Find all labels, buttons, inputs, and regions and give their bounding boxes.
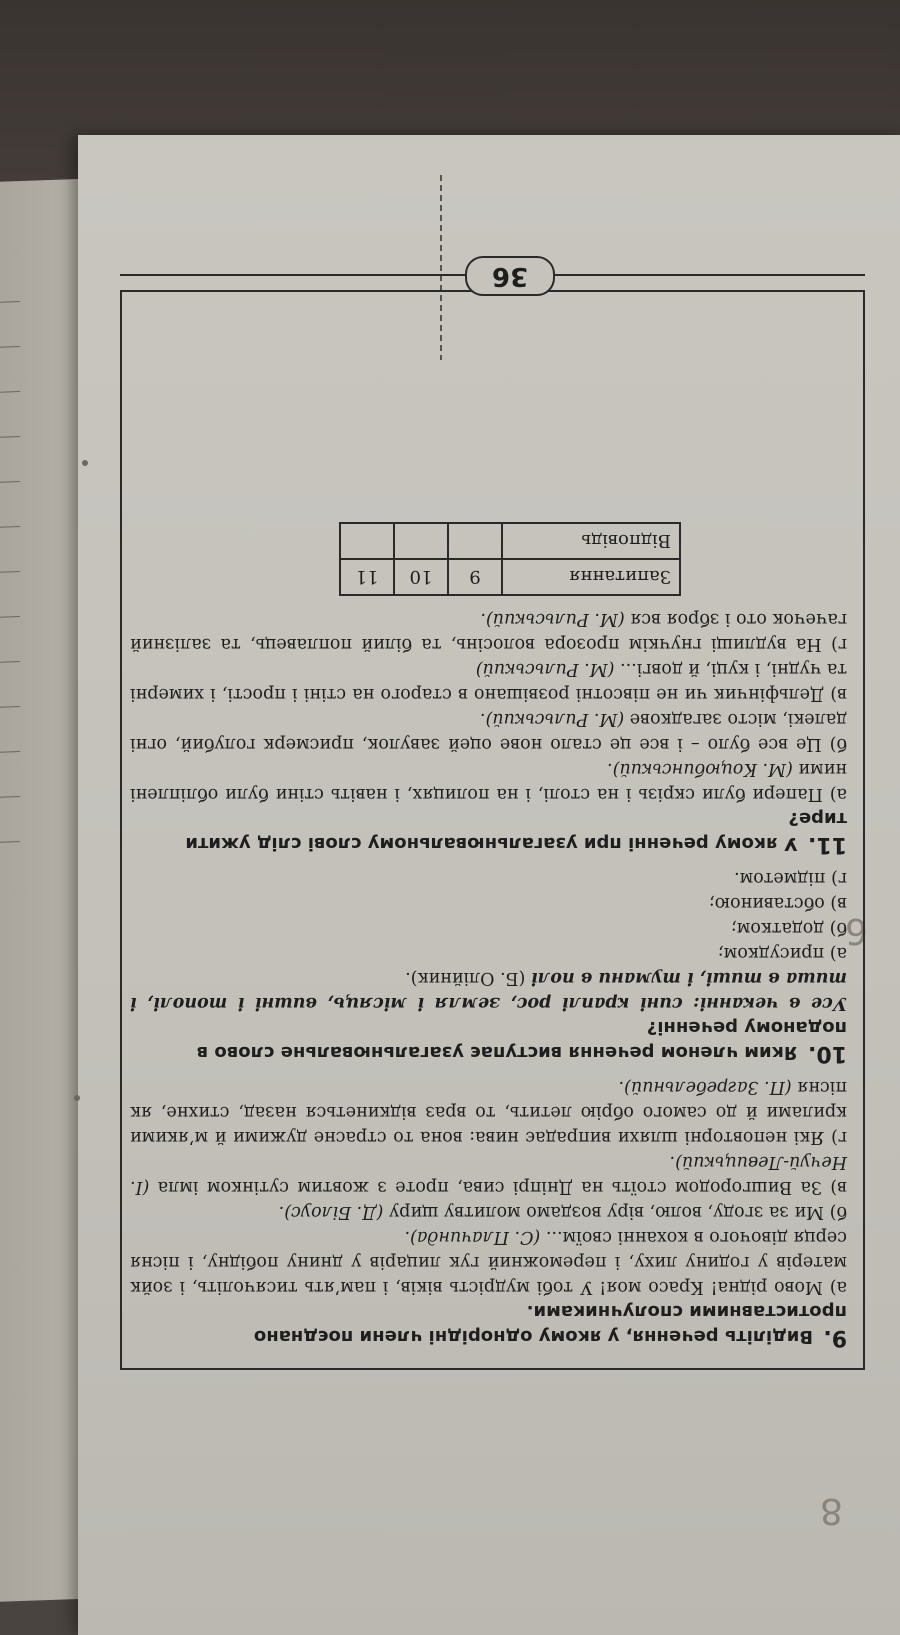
- table-header-answers: Відповідь: [502, 523, 680, 559]
- answer-option: а) присудком;: [717, 943, 847, 963]
- answer-option: г) На вудлищі гнучкім прозора волосінь, та білий поплавець, та залізний гачечок ото і зброя вся (М. Рильський).: [130, 609, 847, 654]
- answer-cell[interactable]: [394, 523, 448, 559]
- page-number: 36: [465, 256, 555, 296]
- answer-cell[interactable]: [340, 523, 394, 559]
- table-row: [340, 523, 680, 559]
- exercise-list: [130, 522, 847, 1350]
- question-10: [130, 865, 847, 1066]
- question-11: [130, 606, 847, 857]
- pencil-mark: 6: [845, 910, 868, 951]
- table-cell: 10: [394, 559, 448, 595]
- page-content-rotated: [120, 261, 865, 1370]
- table-cell: 11: [340, 559, 394, 595]
- answer-option: г) підметом.: [734, 868, 847, 888]
- question-title: 11. У якому реченні при узагальнювальному слові слід ужити тире?: [185, 808, 847, 857]
- answer-option: б) Ми за згоду, волю, віру воздамо молитву щиру (Д. Білоус).: [278, 1202, 847, 1222]
- answer-table: [339, 522, 681, 596]
- answer-option: а) Папери були скрізь і на столі, і на полицях, і навіть стіни були обліплені ними (М. Коцюбинський).: [130, 759, 847, 804]
- answer-option: в) обставиною;: [708, 893, 847, 913]
- question-title: 9. Виділіть речення, у якому однорідні члени поєднано протиставними сполучниками.: [253, 1301, 847, 1350]
- answer-option: в) За Вишгородом стоїть на Дніпрі сива, проте з жовтим сутінком імла (І. Нечуй-Левицький).: [130, 1152, 847, 1197]
- staple-hole: [82, 460, 88, 466]
- answer-option: в) Дельфінчик чи не півсотні розвішано в старого на стіні і прості, і химерні та чудні, і куці, й довгі... (М. Рильський): [130, 659, 847, 704]
- pencil-mark: 8: [820, 1490, 843, 1531]
- question-title: 10. Яким членом речення виступає узагальнювальне слово в поданому реченні?: [196, 1017, 847, 1066]
- answer-option: г) Які неповторні шляхи випрадає нива: вона то страсне дужими й м’якими крилами й до самого обрію летить, то враз відкинеться назад, стихне, як пісня (П. Загребельний).: [130, 1077, 847, 1147]
- answer-option: а) Мово рідна! Красо моя! У тобі мудрість віків, і пам’ять тисячоліть, і зойк матерів у годину лиху, і переможний гук лицарів у днину побідну, і пісня серця дівочого в коханні своїм... (С. Плачинда).: [130, 1227, 847, 1297]
- table-header-questions: Запитання: [502, 559, 680, 595]
- staple-hole: [74, 1095, 80, 1101]
- table-cell: 9: [448, 559, 502, 595]
- answer-option: б) Це все було – і все це стало нове оцей завулок, присмерк голубий, огні далекі, місто загадкове (М. Рильський).: [130, 709, 847, 754]
- example-sentence: Усе в чеканні: сині краплі рос, земля і місяць, вишні і тополі, і тиша в тиші, і тумани в полі (Б. Олійник).: [130, 968, 847, 1013]
- answer-option: б) додатком;: [730, 918, 847, 938]
- table-row: [340, 559, 680, 595]
- question-9: [130, 1074, 847, 1350]
- page-number-badge: [120, 256, 865, 296]
- answer-cell[interactable]: [448, 523, 502, 559]
